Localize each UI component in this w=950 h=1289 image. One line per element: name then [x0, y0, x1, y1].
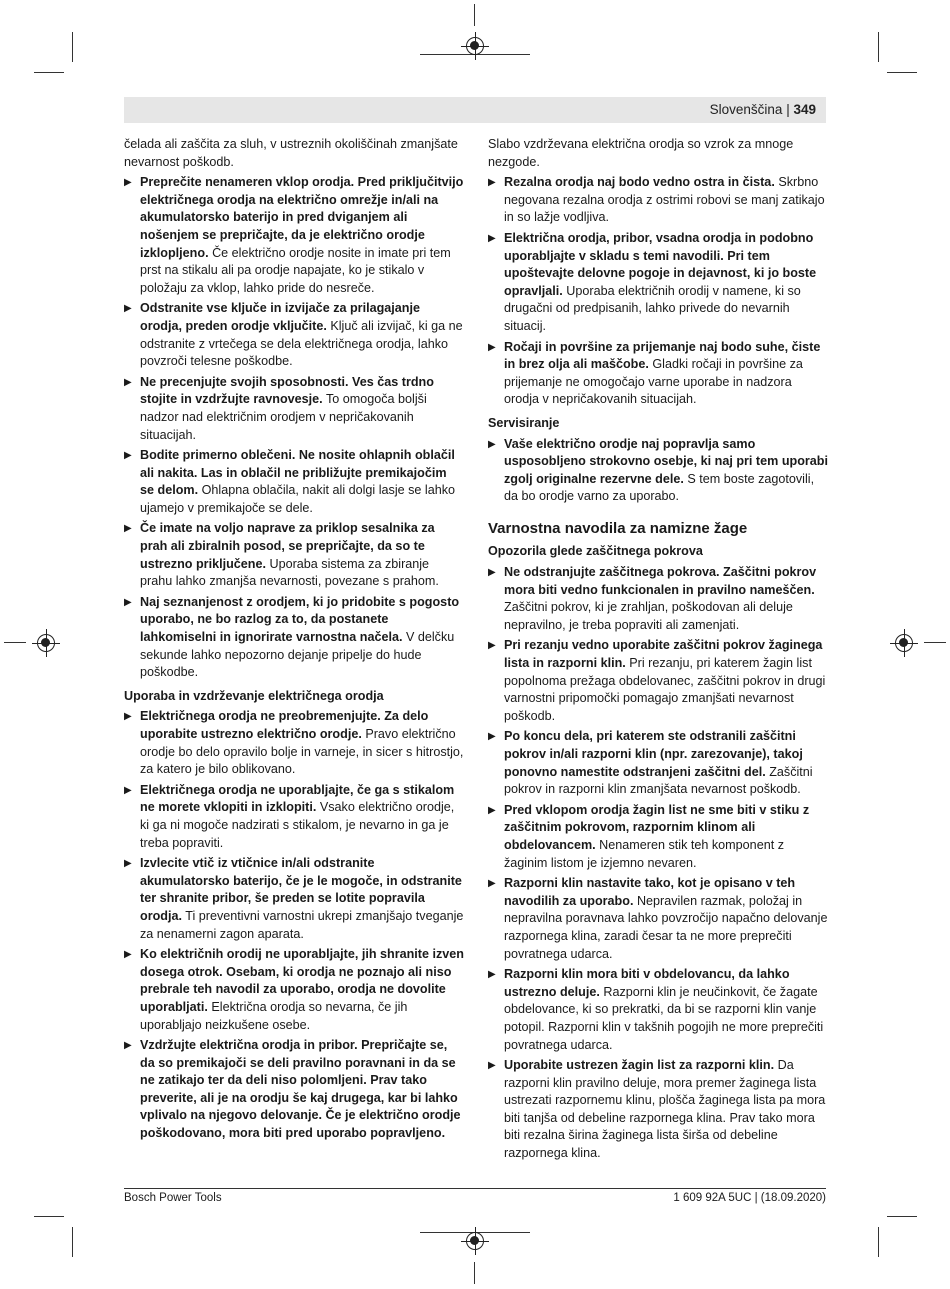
bullet-arrow-icon: ▶: [488, 177, 496, 189]
crop-mark: [34, 1216, 64, 1217]
crop-mark: [878, 1227, 879, 1257]
bullet-bold-text: Naj seznanjenost z orodjem, ki jo pridobite s pogosto uporabo, ne bo razlog za to, da postanete lahkomiselni in ignorirate varnostna načela.: [140, 594, 460, 645]
bullet-bold-text: Ne precenjujte svojih sposobnosti. Ves čas trdno stojite in vzdržujte ravnovesje.: [140, 374, 434, 407]
bullet-item: [124, 1037, 464, 1143]
bullet-arrow-icon: ▶: [488, 1060, 496, 1072]
bullet-normal-text: Ti preventivni varnostni ukrepi zmanjšajo tveganje za nenamerni zagon aparata.: [140, 908, 464, 941]
bullet-arrow-icon: ▶: [488, 640, 496, 652]
bullet-bold-text: Ko električnih orodij ne uporabljajte, jih shranite izven dosega otrok. Osebam, ki orodja ne poznajo ali niso prebrale teh navodil za uporabo, orodja ne dovolite uporabljati.: [140, 947, 465, 1014]
section-title: Varnostna navodila za namizne žage: [488, 519, 748, 537]
subsection-heading: Servisiranje: [488, 415, 560, 430]
bullet-bold-text: Rezalna orodja naj bodo vedno ostra in čista.: [504, 175, 775, 190]
registration-mark-icon: [37, 634, 55, 652]
bullet-bold-text: Uporabite ustrezen žagin list za razporni klin.: [504, 1058, 775, 1073]
bullet-normal-text: Ključ ali izvijač, ki ga ne odstranite z vrtečega se dela električnega orodja, lahko povzroči telesne poškodbe.: [140, 318, 463, 369]
bullet-arrow-icon: ▶: [124, 711, 132, 723]
bullet-normal-text: Zaščitni pokrov, ki je zrahljan, poškodovan ali deluje nepravilno, je treba popraviti ali zamenjati.: [504, 600, 793, 632]
bullet-arrow-icon: ▶: [488, 804, 496, 816]
bullet-item: [488, 339, 828, 409]
registration-mark-icon: [895, 634, 913, 652]
bullet-normal-text: Uporaba sistema za zbiranje prahu lahko zmanjša nevarnosti, povezane s prahom.: [140, 556, 439, 589]
bullet-normal-text: Električna orodja so nevarna, če jih uporabljajo neizkušene osebe.: [140, 999, 408, 1032]
left-column: [124, 136, 464, 1146]
bullet-bold-text: Če imate na voljo naprave za priklop sesalnika za prah ali zbiralnih posod, se prepričajte, da so te ustrezno priključene.: [140, 521, 435, 571]
bullet-normal-text: Pri rezanju, pri katerem žagin list popolnoma prežaga obdelovanec, zaščitni pokrov in drugi varnostni pripomočki pomagajo zmanjšati nevarnost poškodb.: [504, 656, 826, 723]
crop-mark: [34, 72, 64, 73]
crop-mark: [474, 4, 475, 26]
bullet-bold-text: Razporni klin nastavite tako, kot je opisano v teh navodilih za uporabo.: [504, 876, 796, 908]
bullet-bold-text: Ne odstranjujte zaščitnega pokrova. Zaščitni pokrov mora biti vedno funkcionalen in pravilno nameščen.: [504, 565, 817, 597]
paragraph: čelada ali zaščita za sluh, v ustreznih okoliščinah zmanjšate nevarnost poškodb.: [124, 137, 458, 169]
bullet-normal-text: Vsako električno orodje, ki ga ni mogoče nadzirati s stikalom, je nevarno in ga je treba popraviti.: [140, 800, 455, 850]
bullet-item: [124, 708, 464, 778]
page-number: 349: [793, 102, 816, 117]
bullet-arrow-icon: ▶: [124, 1040, 132, 1052]
bullet-item: [488, 436, 828, 506]
page-header: [124, 97, 826, 123]
bullet-normal-text: Ohlapna oblačila, nakit ali dolgi lasje se lahko ujamejo v premikajoče se dele.: [140, 483, 456, 515]
bullet-item: [124, 374, 464, 444]
crop-mark: [887, 72, 917, 73]
crop-mark: [474, 1262, 475, 1284]
crop-mark: [887, 1216, 917, 1217]
bullet-arrow-icon: ▶: [124, 784, 132, 796]
bullet-arrow-icon: ▶: [488, 878, 496, 890]
bullet-item: [488, 564, 828, 634]
bullet-arrow-icon: ▶: [124, 523, 132, 535]
bullet-normal-text: Nepravilen razmak, položaj in nepravilna poravnava lahko povzročijo napačno delovanje razpornega klina, zaradi česar ta ne more preprečiti povratnega udarca.: [504, 893, 828, 961]
bullet-bold-text: Električnega orodja ne uporabljajte, če ga s stikalom ne morete vklopiti in izklopiti.: [140, 782, 455, 815]
bullet-normal-text: Uporaba električnih orodij v namene, ki so drugačni od predpisanih, lahko privede do nevarnih situacij.: [504, 283, 801, 333]
bullet-normal-text: S tem boste zagotovili, da bo orodje varno za uporabo.: [504, 471, 815, 504]
header-separator: |: [786, 102, 790, 117]
bullet-bold-text: Izvlecite vtič iz vtičnice in/ali odstranite akumulatorsko baterijo, če je le mogoče, in odstranite ter shranite pribor, še preden se lotite popravila orodja.: [140, 856, 462, 923]
bullet-arrow-icon: ▶: [488, 232, 496, 244]
bullet-item: [124, 447, 464, 517]
right-column: [488, 136, 828, 1166]
footer-rule: [124, 1188, 826, 1189]
bullet-bold-text: Pri rezanju vedno uporabite zaščitni pokrov žaginega lista in razporni klin.: [504, 638, 823, 671]
bullet-bold-text: Bodite primerno oblečeni. Ne nosite ohlapnih oblačil ali nakita. Las in oblačil ne približujte premikajočim se delom.: [140, 448, 455, 498]
subsection-heading: Opozorila glede zaščitnega pokrova: [488, 544, 703, 559]
crop-mark: [72, 1227, 73, 1257]
footer-brand: Bosch Power Tools: [124, 1192, 222, 1204]
bullet-normal-text: Skrbno negovana rezalna orodja z ostrimi robovi se manj zatikajo in so lažje vodljiva.: [504, 175, 825, 225]
bullet-item: [488, 637, 828, 725]
bullet-item: [124, 782, 464, 852]
bullet-bold-text: Električna orodja, pribor, vsadna orodja in podobno uporabljajte v skladu s temi navodili. Pri tem upoštevajte delovne pogoje in dejavnost, ki jo boste opravljali.: [504, 230, 817, 298]
bullet-normal-text: Nenameren stik teh komponent z žaginim listom je izjemno nevaren.: [504, 837, 784, 870]
bullet-bold-text: Električnega orodja ne preobremenjujte. Za delo uporabite ustrezno električno orodje.: [140, 709, 429, 741]
bullet-item: [488, 875, 828, 963]
bullet-normal-text: Zaščitni pokrov in razporni klin zmanjšata nevarnost poškodb.: [504, 764, 813, 797]
bullet-item: [488, 174, 828, 227]
bullet-bold-text: Razporni klin mora biti v obdelovancu, da lahko ustrezno deluje.: [504, 967, 790, 999]
bullet-item: [124, 594, 464, 682]
registration-mark-icon: [466, 37, 484, 55]
bullet-bold-text: Vzdržujte električna orodja in pribor. Prepričajte se, da so premikajoči se deli pravilno poravnani in da se ne zatikajo ter da deli niso polomljeni. Prav tako preverite, ali je na orodju še kaj drugega, kar bi lahko vplivalo na njegovo delovanje. Če je električno orodje poškodovano, mora biti pred uporabo popravljeno.: [140, 1038, 461, 1141]
bullet-normal-text: Pravo električno orodje bo delo opravilo bolje in varneje, in sicer s hitrostjo, za katero je bilo oblikovano.: [140, 727, 464, 777]
bullet-item: [124, 855, 464, 943]
crop-mark: [878, 32, 879, 62]
bullet-item: [488, 966, 828, 1054]
bullet-bold-text: Vaše električno orodje naj popravlja samo usposobljeno strokovno osebje, ki naj pri tem uporabi zgolj originalne rezervne dele.: [504, 436, 828, 486]
bullet-item: [488, 1057, 828, 1163]
bullet-bold-text: Odstranite vse ključe in izvijače za prilagajanje orodja, preden orodje vključite.: [140, 301, 420, 333]
bullet-item: [488, 728, 828, 798]
bullet-normal-text: To omogoča boljši nadzor nad električnim orodjem v nepričakovanih situacijah.: [140, 392, 427, 442]
header-language: Slovenščina: [709, 102, 783, 117]
bullet-arrow-icon: ▶: [488, 969, 496, 981]
bullet-arrow-icon: ▶: [124, 376, 132, 388]
bullet-item: [124, 174, 464, 297]
bullet-arrow-icon: ▶: [124, 949, 132, 961]
bullet-bold-text: Pred vklopom orodja žagin list ne sme biti v stiku z zaščitnim pokrovom, razpornim klinom ali obdelovancem.: [504, 802, 810, 852]
subsection-heading: Uporaba in vzdrževanje električnega orodja: [124, 688, 384, 703]
footer-doc-id: 1 609 92A 5UC | (18.09.2020): [673, 1192, 826, 1204]
bullet-normal-text: V delčku sekunde lahko nepozorno dejanje pripelje do hude poškodbe.: [140, 630, 455, 680]
bullet-item: [124, 946, 464, 1034]
bullet-normal-text: Gladki ročaji in površine za prijemanje ne omogočajo varne uporabe in nadzora orodja v nepričakovanih situacijah.: [504, 357, 803, 407]
paragraph: Slabo vzdrževana električna orodja so vzrok za mnoge nezgode.: [488, 137, 794, 169]
bullet-arrow-icon: ▶: [488, 438, 496, 450]
header-text: [710, 102, 816, 117]
bullet-arrow-icon: ▶: [124, 858, 132, 870]
bullet-bold-text: Ročaji in površine za prijemanje naj bodo suhe, čiste in brez olja ali maščobe.: [504, 339, 821, 372]
bullet-item: [124, 520, 464, 590]
crop-mark: [72, 32, 73, 62]
crop-mark: [924, 642, 946, 643]
bullet-bold-text: Po koncu dela, pri katerem ste odstranili zaščitni pokrov in/ali razporni klin (npr. zarezovanje), takoj ponovno namestite odstranjeni zaščitni del.: [504, 729, 803, 779]
bullet-item: [124, 300, 464, 370]
bullet-normal-text: Da razporni klin pravilno deluje, mora premer žaginega lista ustrezati razpornemu klinu, plošča žaginega lista pa mora biti tanjša od debeline razpornega klina. Prav tako mora biti rezalna širina žaginega lista širša od debeline razpornega klina.: [504, 1058, 826, 1161]
bullet-bold-text: Preprečite nenameren vklop orodja. Pred priključitvijo električnega orodja na električno omrežje in/ali na akumulatorsko baterijo in pred dviganjem ali nošenjem se prepričajte, da je električno orodje izklopljeno.: [140, 175, 464, 260]
bullet-item: [488, 230, 828, 336]
crop-mark: [4, 642, 26, 643]
bullet-normal-text: Če električno orodje nosite in imate pri tem prst na stikalu ali pa orodje napajate, ko je stikalo v položaju za vklop, lahko pride do nesreče.: [140, 245, 451, 295]
bullet-arrow-icon: ▶: [488, 341, 496, 353]
bullet-arrow-icon: ▶: [488, 731, 496, 743]
bullet-arrow-icon: ▶: [488, 567, 496, 579]
bullet-arrow-icon: ▶: [124, 596, 132, 608]
bullet-normal-text: Razporni klin je neučinkovit, če žagate obdelovance, ki so prekratki, da bi se razporni klin vanje potopil. Razporni klin v takšnih pogojih ne more preprečiti povratnega udarca.: [504, 984, 824, 1052]
bullet-arrow-icon: ▶: [124, 303, 132, 315]
bullet-item: [488, 802, 828, 872]
registration-mark-icon: [466, 1232, 484, 1250]
bullet-arrow-icon: ▶: [124, 177, 132, 189]
bullet-arrow-icon: ▶: [124, 450, 132, 462]
